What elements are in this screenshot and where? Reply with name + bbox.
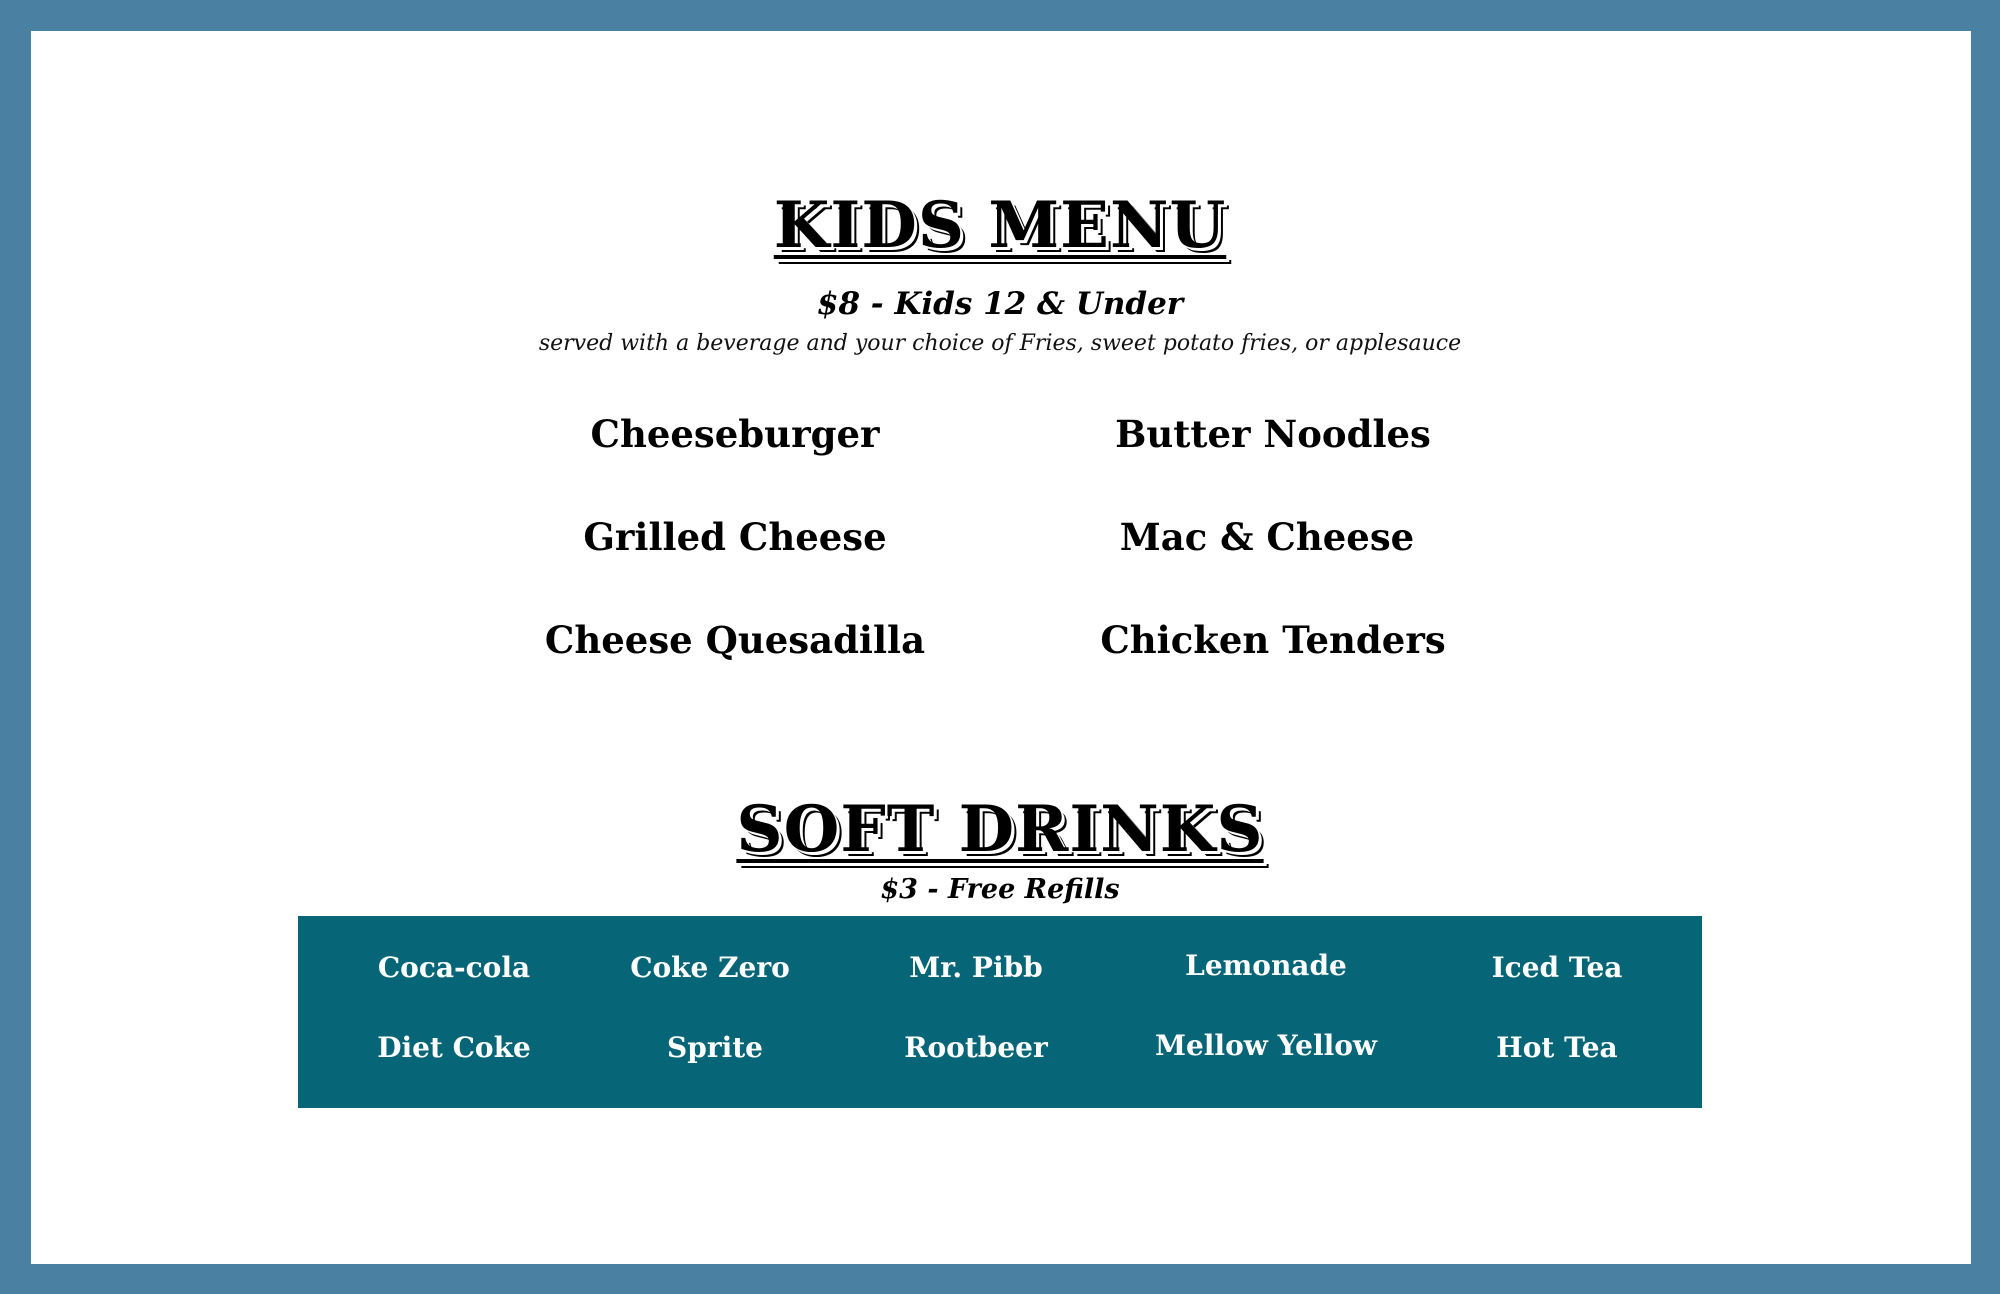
kids-menu-item: Butter Noodles	[1115, 412, 1431, 456]
kids-menu-price: $8 - Kids 12 & Under	[816, 286, 1184, 322]
kids-menu-item: Grilled Cheese	[583, 515, 887, 559]
drink-item: Coke Zero	[630, 951, 790, 984]
drink-item: Iced Tea	[1491, 951, 1623, 984]
drink-item: Hot Tea	[1496, 1031, 1618, 1064]
kids-menu-item: Cheeseburger	[590, 412, 880, 456]
kids-menu-item: Chicken Tenders	[1100, 618, 1446, 662]
kids-menu-note: served with a beverage and your choice of Fries, sweet potato fries, or applesauce	[538, 331, 1462, 356]
kids-menu-title: KIDS MENU	[773, 188, 1227, 263]
drink-item: Rootbeer	[904, 1031, 1048, 1064]
kids-menu-item: Cheese Quesadilla	[544, 618, 926, 662]
drink-item: Lemonade	[1185, 949, 1347, 982]
soft-drinks-title: SOFT DRINKS	[736, 792, 1264, 867]
drink-item: Coca-cola	[377, 951, 531, 984]
kids-menu-item: Mac & Cheese	[1119, 515, 1415, 559]
drink-item: Mr. Pibb	[909, 951, 1043, 984]
drink-item: Diet Coke	[377, 1031, 531, 1064]
drink-item: Mellow Yellow	[1154, 1029, 1378, 1062]
soft-drinks-panel	[298, 916, 1702, 1108]
soft-drinks-price: $3 - Free Refills	[880, 874, 1120, 905]
drink-item: Sprite	[667, 1031, 763, 1064]
